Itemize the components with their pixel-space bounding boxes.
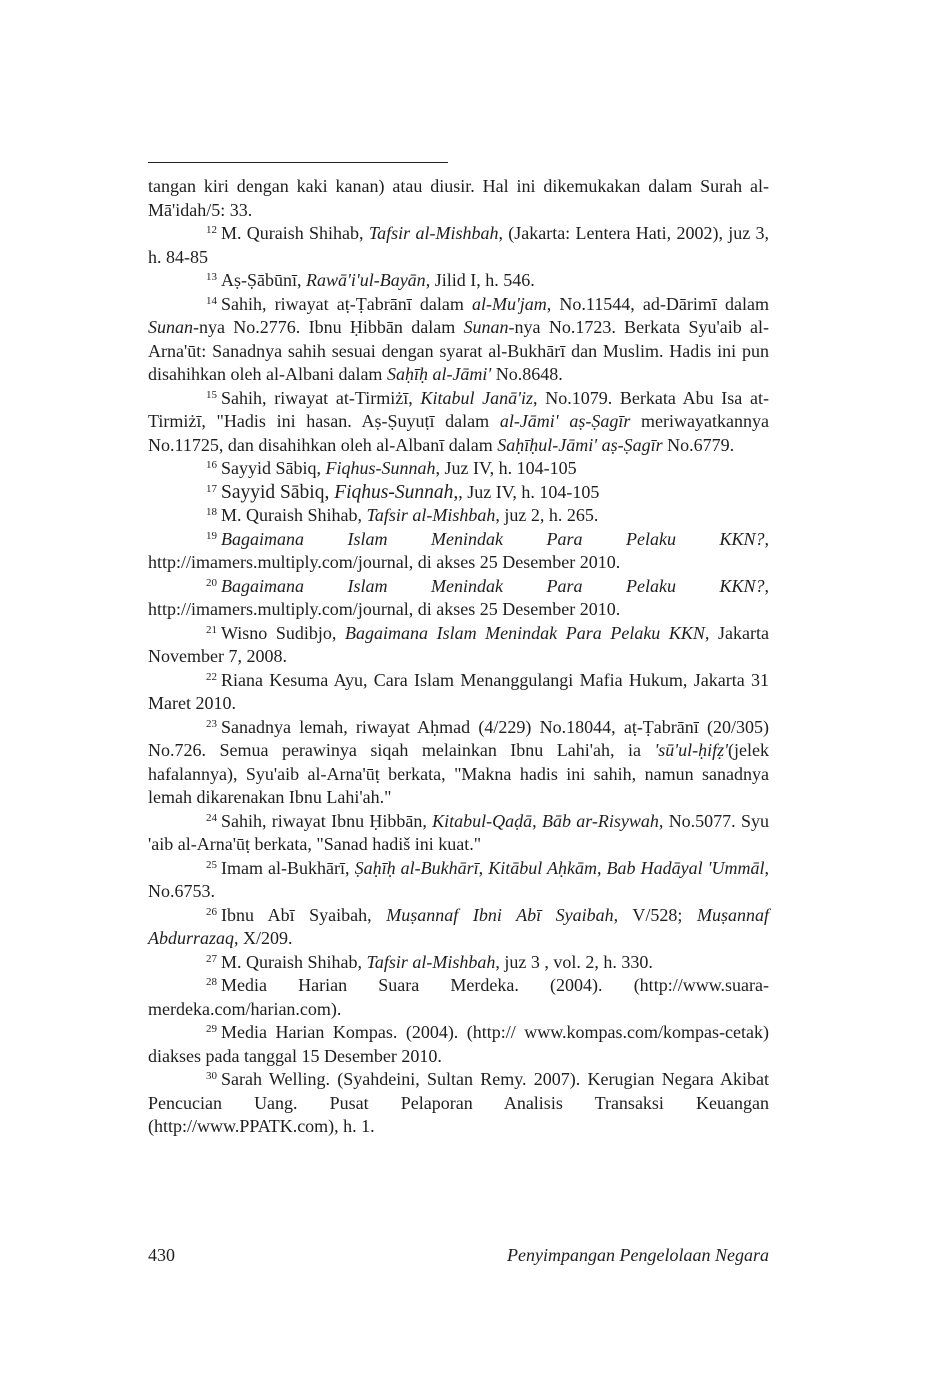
footnote-27: $^{27}$ M. Quraish Shihab, Tafsir al-Mishbah, juz 3 , vol. 2, h. 330. xyxy=(206,951,653,972)
footnote-30: $^{30}$ Sarah Welling. (Syahdeini, Sultan Remy. 2007). Kerugian Negara Akibat Pencucian Uang. Pusat Pelaporan Analisis Transaksi Keuangan (http://www.PPATK.com), h. 1. xyxy=(148,1069,769,1136)
footnote-24: $^{24}$ Sahih, riwayat Ibnu Ḥibbān, Kitabul-Qaḍā, Bāb ar-Risywah, No.5077. Syu 'aib al-Arna'ūṭ berkata, "Sanad hadiš ini kuat." xyxy=(148,810,769,854)
footnotes xyxy=(148,175,769,1139)
footnote-continuation: tangan kiri dengan kaki kanan) atau diusir. Hal ini dikemukakan dalam Surah al-Mā'idah/5: 33. xyxy=(148,176,769,220)
footnote-13: $^{13}$ Aṣ-Ṣābūnī, Rawā'i'ul-Bayān, Jilid I, h. 546. xyxy=(206,270,535,290)
footnote-12: $^{12}$ M. Quraish Shihab, Tafsir al-Mishbah, (Jakarta: Lentera Hati, 2002), juz 3, h. 84-85 xyxy=(148,223,769,267)
footnote-19: $^{19}$ Bagaimana Islam Menindak Para Pelaku KKN?, http://imamers.multiply.com/journal, di akses 25 Desember 2010. xyxy=(148,528,769,572)
page-number: 430 xyxy=(148,1245,175,1265)
footnote-17: $^{17}$ Sayyid Sābiq, Fiqhus-Sunnah,, Juz IV, h. 104-105 xyxy=(206,481,600,503)
footnote-separator xyxy=(148,162,448,163)
footnote-29: $^{29}$ Media Harian Kompas. (2004). (http:// www.kompas.com/kompas-cetak) diakses pada tanggal 15 Desember 2010. xyxy=(148,1022,769,1066)
footnote-25: $^{25}$ Imam al-Bukhārī, Ṣaḥīḥ al-Bukhārī, Kitābul Aḥkām, Bab Hadāyal 'Ummāl, No.6753. xyxy=(148,857,770,901)
footnote-14: $^{14}$ Sahih, riwayat aṭ-Ṭabrānī dalam al-Mu'jam, No.11544, ad-Dārimī dalam Sunan-nya No.2776. Ibnu Ḥibbān dalam Sunan-nya No.1723. Berkata Syu'aib al-Arna'ūt: Sanadnya sahih sesuai dengan syarat al-Bukhārī dan Muslim. Hadis ini pun disahihkan oleh al-Albani dalam Saḥīḥ al-Jāmi' No.8648. xyxy=(148,293,769,384)
footnote-21: $^{21}$ Wisno Sudibjo, Bagaimana Islam Menindak Para Pelaku KKN, Jakarta November 7, 2008. xyxy=(148,622,770,666)
footnote-23: $^{23}$ Sanadnya lemah, riwayat Aḥmad (4/229) No.18044, aṭ-Ṭabrānī (20/305) No.726. Semua perawinya siqah melainkan Ibnu Lahi'ah, ia 'sū'ul-ḥifẓ'(jelek hafalannya), Syu'aib al-Arna'ūṭ berkata, "Makna hadis ini sahih, namun sanadnya lemah dikarenakan Ibnu Lahi'ah." xyxy=(148,716,769,807)
footnote-18: $^{18}$ M. Quraish Shihab, Tafsir al-Mishbah, juz 2, h. 265. xyxy=(206,505,599,525)
footnote-22: $^{22}$ Riana Kesuma Ayu, Cara Islam Menanggulangi Mafia Hukum, Jakarta 31 Maret 2010. xyxy=(148,669,769,713)
running-title: Penyimpangan Pengelolaan Negara xyxy=(507,1245,769,1265)
footnote-26: $^{26}$ Ibnu Abī Syaibah, Muṣannaf Ibni Abī Syaibah, V/528; Muṣannaf Abdurrazaq, X/209. xyxy=(148,904,769,948)
footnote-16: $^{16}$ Sayyid Sābiq, Fiqhus-Sunnah, Juz IV, h. 104-105 xyxy=(206,458,577,478)
footnote-15: $^{15}$ Sahih, riwayat at-Tirmiżī, Kitabul Janā'iz, No.1079. Berkata Abu Isa at-Tirmiżī, "Hadis ini hasan. Aṣ-Ṣuyuṭī dalam al-Jāmi' aṣ-Ṣagīr meriwayatkannya No.11725, dan disahihkan oleh al-Albanī dalam Saḥīḥul-Jāmi' aṣ-Ṣagīr No.6779. xyxy=(148,387,769,455)
footnote-28: $^{28}$ Media Harian Suara Merdeka. (2004). (http://www.suara-merdeka.com/harian.com). xyxy=(148,975,769,1019)
footnote-20: $^{20}$ Bagaimana Islam Menindak Para Pelaku KKN?, http://imamers.multiply.com/journal, di akses 25 Desember 2010. xyxy=(148,575,769,619)
